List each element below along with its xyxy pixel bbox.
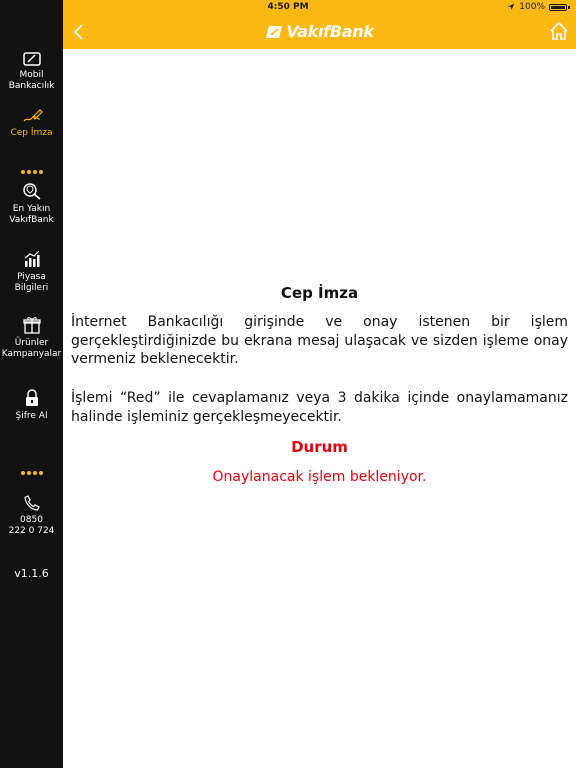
mobile-banking-icon [23, 52, 41, 66]
battery-icon [549, 4, 567, 11]
app-version: v1.1.6 [14, 567, 49, 580]
sidebar-item-label: Şifre Al [15, 411, 48, 421]
battery-percent: 100% [519, 2, 545, 12]
battery-tip-icon [568, 6, 570, 9]
location-search-icon [22, 182, 42, 200]
sidebar-item-cep-imza[interactable] [0, 108, 63, 139]
sidebar-phone-call[interactable] [0, 495, 63, 537]
sidebar-item-nearest-branch[interactable] [0, 182, 63, 226]
status-heading: Durum [291, 438, 348, 456]
sidebar-item-mobile-banking[interactable] [0, 52, 63, 92]
signature-pen-icon [21, 108, 43, 124]
brand-name: VakıfBank [286, 22, 374, 41]
info-paragraph-2: İşlemi “Red” ile cevaplamanız veya 3 dakika içinde onaylamamanız halinde işleminiz gerçekleşmeyecektir. [71, 390, 568, 425]
sidebar-divider-dots [0, 460, 63, 479]
phone-number-line2: 222 0 724 [8, 526, 55, 536]
sidebar-item-label: Mobil Bankacılık [8, 70, 55, 91]
info-paragraph-1: İnternet Bankacılığı girişinde ve onay istenen bir işlem gerçekleştirdiğinizde bu ekrana mesaj ulaşacak ve sizden işleme onay vermeniz beklenecektir. [71, 314, 568, 367]
phone-icon [24, 495, 40, 511]
header-bar [63, 14, 576, 49]
status-right [507, 0, 570, 14]
sidebar-item-market-info[interactable] [0, 250, 63, 294]
sidebar-item-products-campaigns[interactable] [0, 316, 63, 360]
page-title: Cep İmza [280, 284, 359, 302]
sidebar [0, 0, 63, 768]
status-message: Onaylanacak işlem bekleniyor. [212, 469, 427, 485]
gift-icon [23, 316, 41, 334]
brand-logo [63, 22, 576, 43]
sidebar-item-get-password[interactable] [0, 389, 63, 422]
status-time: 4:50 PM [267, 2, 309, 12]
main-content [63, 49, 576, 768]
sidebar-item-label: Cep İmza [10, 128, 53, 138]
vakifbank-logo-icon [265, 25, 283, 39]
sidebar-item-label: Piyasa Bilgileri [14, 272, 49, 293]
lock-icon [24, 389, 40, 407]
sidebar-divider-dots [0, 159, 63, 178]
phone-number-line1: 0850 [20, 515, 43, 525]
location-arrow-icon [507, 3, 515, 11]
home-icon[interactable] [548, 20, 570, 42]
sidebar-item-label: Ürünler Kampanyalar [1, 338, 62, 359]
market-chart-icon [23, 250, 41, 268]
status-bar [0, 0, 576, 14]
sidebar-item-label: En Yakın VakıfBank [9, 204, 54, 225]
